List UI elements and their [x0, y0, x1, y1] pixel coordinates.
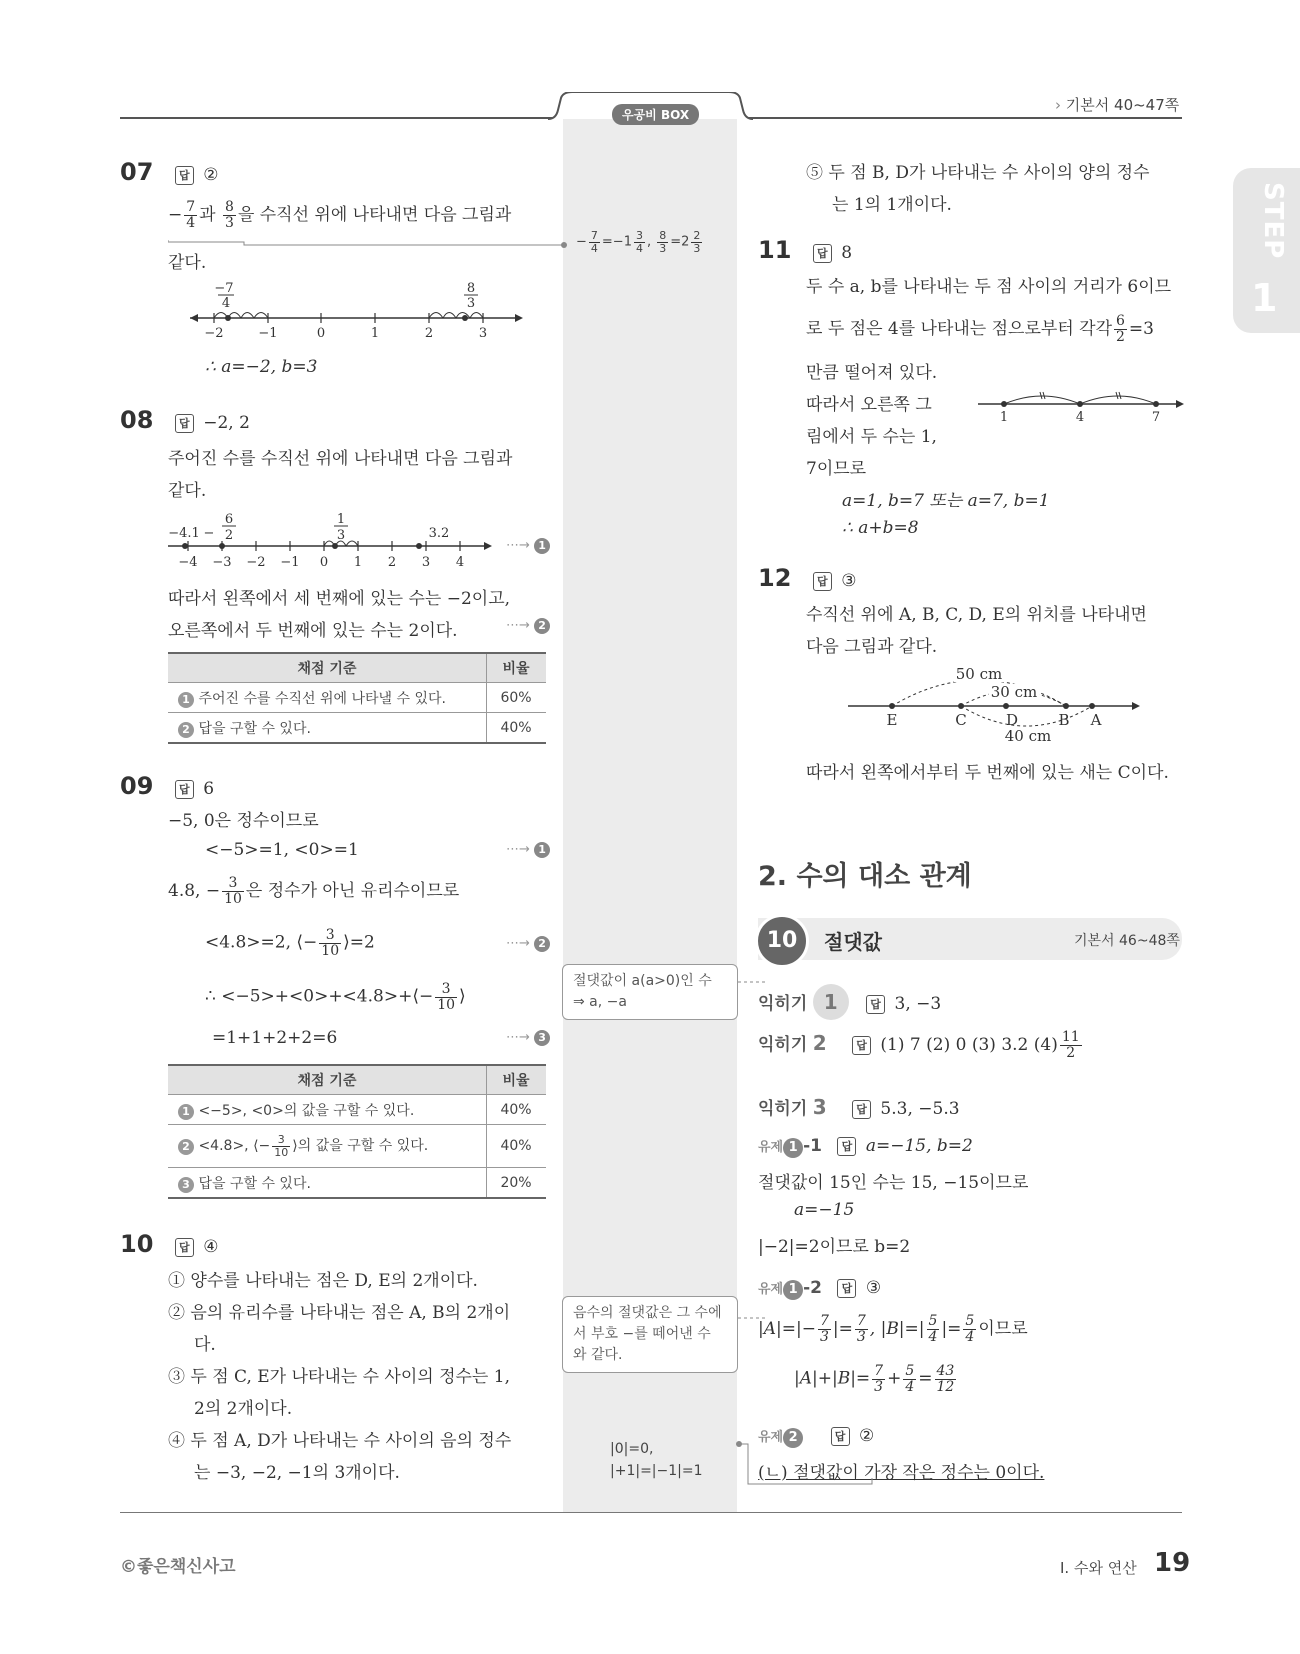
- q08-mark2: ⋯→ 2: [506, 618, 550, 634]
- y12-line2: |A|+|B|= $\frac{7}{3}$ + $\frac{5}{4}$ = $\frac{43}{12}$: [794, 1363, 955, 1395]
- q08-mark1: ⋯→ 1: [506, 538, 550, 554]
- q07-and: 과: [199, 205, 216, 225]
- q08-number: 08: [120, 406, 154, 434]
- svg-text:3: 3: [336, 528, 346, 543]
- q12-line3: 따라서 왼쪽에서부터 두 번째에 있는 새는 C이다.: [806, 763, 1169, 783]
- q07-answer: ②: [203, 165, 219, 185]
- header-ref-text: 기본서 40~47쪽: [1065, 96, 1180, 114]
- unit-ref: 기본서 46~48쪽: [1074, 933, 1180, 949]
- q11-header: [758, 236, 852, 264]
- box-label: 우공비 BOX: [612, 104, 699, 125]
- q11-line8: ∴ a+b=8: [842, 518, 919, 538]
- answer-icon: 답: [831, 1427, 850, 1446]
- q12-d50: 50 cm: [955, 665, 1003, 683]
- q12-line2: 다음 그림과 같다.: [806, 637, 938, 657]
- q12-pt: E: [886, 711, 898, 729]
- answer-icon: 답: [175, 780, 194, 799]
- q08-number-line: [166, 506, 496, 572]
- y11-line1: 절댓값이 15인 수는 15, −15이므로: [758, 1173, 1029, 1193]
- svg-text:4: 4: [455, 555, 465, 570]
- q09-mark3: ⋯→ 3: [506, 1030, 550, 1046]
- answer-icon: 답: [813, 572, 832, 591]
- side1-note: − $\frac{7}{4}$ =−1 $\frac{3}{4}$ , $\frac{8}{3}$ =2 $\frac{2}{3}$: [576, 229, 701, 255]
- q12-line1: 수직선 위에 A, B, C, D, E의 위치를 나타내면: [806, 605, 1147, 625]
- side4-leader: [736, 1440, 876, 1490]
- q07-leader: [168, 236, 568, 252]
- q11-line6: 7이므로: [806, 459, 867, 479]
- y12-header: 유제 1 -2 답 ③: [758, 1278, 882, 1298]
- q10-item5-a: ⑤ 두 점 B, D가 나타내는 수 사이의 양의 정수: [806, 163, 1150, 183]
- q08-line3: 따라서 왼쪽에서 세 번째에 있는 수는 −2이고,: [168, 589, 511, 609]
- q09-line2: <−5>=1, <0>=1: [205, 840, 359, 860]
- side-note-leader: [738, 1314, 768, 1324]
- answer-icon: 답: [866, 995, 885, 1014]
- q09-mark2: ⋯→ 2: [506, 936, 550, 952]
- q07-tick: 1: [370, 326, 380, 341]
- q09-line4: <4.8>=2, ⟨− $\frac{3}{10}$ ⟩=2: [205, 927, 375, 959]
- q12-pt: D: [1005, 711, 1019, 729]
- svg-text:1: 1: [336, 512, 346, 527]
- q08-line1: 주어진 수를 수직선 위에 나타내면 다음 그림과: [168, 449, 513, 469]
- y11-header: 유제 1 -1 답 a=−15, b=2: [758, 1136, 973, 1156]
- q11-line2: 로 두 점은 4를 나타내는 점으로부터 각각 $\frac{6}{2}$ =3: [806, 313, 1154, 345]
- q07-tick: −2: [204, 326, 224, 341]
- side2-line1: 절댓값이 a(a>0)인 수: [573, 973, 712, 989]
- q10-item: ③ 두 점 C, E가 나타내는 수 사이의 정수는 1,: [168, 1367, 510, 1387]
- q07-number: 07: [120, 158, 154, 186]
- unit-title: 절댓값: [824, 930, 882, 954]
- q09-number: 09: [120, 772, 154, 800]
- q12-header: [758, 564, 856, 592]
- svg-text:−: −: [203, 526, 215, 541]
- section-title: 2. 수의 대소 관계: [758, 861, 972, 892]
- q12-d40: 40 cm: [1004, 727, 1052, 742]
- svg-text:−4: −4: [178, 555, 198, 570]
- footer-publisher: ©좋은책신사고: [120, 1557, 236, 1577]
- answer-icon: 답: [813, 244, 832, 263]
- svg-text:3: 3: [421, 555, 431, 570]
- q11-number-line: [976, 384, 1186, 424]
- side-note-abs: [562, 964, 738, 1020]
- q07-header: [120, 158, 218, 186]
- q11-tick: 7: [1151, 410, 1161, 424]
- side-note-zero: |0|=0, |+1|=|−1|=1: [610, 1441, 703, 1480]
- table-row: 3 답을 구할 수 있다. 20%: [168, 1168, 546, 1199]
- q10-header: [120, 1230, 218, 1258]
- q11-line4: 따라서 오른쪽 그: [806, 395, 932, 415]
- q11-number: 11: [758, 236, 792, 264]
- q07-conclusion: ∴ a=−2, b=3: [205, 357, 318, 377]
- q10-item: 는 −3, −2, −1의 3개이다.: [194, 1463, 400, 1483]
- answer-icon: 답: [175, 166, 194, 185]
- q12-number: 12: [758, 564, 792, 592]
- q08-line2: 같다.: [168, 481, 207, 501]
- svg-text:8: 8: [466, 281, 476, 296]
- y2-header: 유제 2 답 ②: [758, 1426, 875, 1446]
- q07-text1: 을 수직선 위에 나타내면 다음 그림과: [237, 205, 512, 225]
- q12-pt: C: [955, 711, 967, 729]
- q09-score-table: 채점 기준 비율 1 <−5>, <0>의 값을 구할 수 있다. 40% 2 <4.8>, ⟨− $\frac{3}{10}$ ⟩의 값을 구할 수 있다. 40% 3 답을 구할 수 있다. 20%: [168, 1064, 546, 1199]
- q09-line5: ∴ <−5>+<0>+<4.8>+⟨− $\frac{3}{10}$ ⟩: [205, 981, 466, 1013]
- table-row: 2 <4.8>, ⟨− $\frac{3}{10}$ ⟩의 값을 구할 수 있다. 40%: [168, 1125, 546, 1168]
- svg-text:2: 2: [224, 528, 234, 543]
- svg-text:−2: −2: [246, 555, 266, 570]
- svg-text:−3: −3: [212, 555, 232, 570]
- q11-line1: 두 수 a, b를 나타내는 두 점 사이의 거리가 6이므: [806, 277, 1172, 297]
- q09-line3: 4.8, − $\frac{3}{10}$ 은 정수가 아닌 유리수이므로: [168, 875, 460, 907]
- q08-lbl-d: 3.2: [428, 526, 450, 541]
- q09-header: [120, 772, 214, 800]
- header-ref: [1055, 94, 1179, 115]
- q11-answer: 8: [841, 243, 853, 263]
- svg-text:4: 4: [221, 296, 231, 311]
- q08-header: [120, 406, 250, 434]
- y11-line3: |−2|=2이므로 b=2: [758, 1237, 911, 1257]
- q07-tick: 3: [478, 326, 488, 341]
- q09-answer: 6: [203, 779, 215, 799]
- q11-tick: 1: [999, 410, 1009, 424]
- unit-num: 10: [755, 914, 809, 968]
- q09-mark1: ⋯→ 1: [506, 842, 550, 858]
- answer-icon: 답: [852, 1100, 871, 1119]
- svg-text:0: 0: [319, 555, 329, 570]
- ex1: 익히기 1 답 3, −3: [758, 984, 941, 1020]
- answer-icon: 답: [175, 1238, 194, 1257]
- svg-text:2: 2: [387, 555, 397, 570]
- answer-icon: 답: [837, 1279, 856, 1298]
- step-tab: [1233, 168, 1300, 333]
- svg-text:−1: −1: [280, 555, 300, 570]
- q08-line4: 오른쪽에서 두 번째에 있는 수는 2이다.: [168, 621, 458, 641]
- q07-number-line: [190, 280, 530, 342]
- step-num: 1: [1251, 276, 1278, 320]
- y11-line2: a=−15: [794, 1200, 855, 1220]
- ex2: 익히기 2 답 (1) 7 (2) 0 (3) 3.2 (4) $\frac{11}{2}$: [758, 1029, 1080, 1061]
- q08-answer: −2, 2: [203, 413, 250, 433]
- q11-line7: a=1, b=7 또는 a=7, b=1: [842, 491, 1050, 511]
- svg-text:1: 1: [353, 555, 363, 570]
- ex3: 익히기 3 답 5.3, −5.3: [758, 1095, 960, 1119]
- q07-frac1: $\frac{7}{4}$: [186, 199, 196, 231]
- q10-item: ④ 두 점 A, D가 나타내는 수 사이의 음의 정수: [168, 1431, 512, 1451]
- side2-line2: ⇒ a, −a: [573, 994, 627, 1010]
- side-note-leader: [738, 978, 768, 988]
- q12-pt: A: [1090, 711, 1102, 729]
- q08-score-table: [168, 652, 546, 744]
- q11-line5: 림에서 두 수는 1,: [806, 427, 937, 447]
- q11-line3: 만큼 떨어져 있다.: [806, 363, 938, 383]
- q12-answer: ③: [841, 571, 857, 591]
- q12-figure: [844, 662, 1144, 742]
- table-head-ratio: 비율: [487, 653, 547, 683]
- q12-pt: B: [1058, 711, 1070, 729]
- svg-text:3: 3: [466, 296, 476, 311]
- side-note-negative: 음수의 절댓값은 그 수에 서 부호 −를 떼어낸 수 와 같다.: [562, 1296, 738, 1373]
- footer-rule: [120, 1512, 1182, 1513]
- chevron-right-icon: ›: [1055, 96, 1061, 114]
- q09-line1: −5, 0은 정수이므로: [168, 811, 319, 831]
- q07-frac2: $\frac{8}{3}$: [225, 199, 234, 231]
- q10-answer: ④: [203, 1237, 219, 1257]
- q12-d30: 30 cm: [990, 683, 1038, 701]
- q07-tick: 0: [316, 326, 326, 341]
- q07-line1: [168, 200, 511, 231]
- table-row: 1 <−5>, <0>의 값을 구할 수 있다. 40%: [168, 1095, 546, 1125]
- q07-tick: 2: [424, 326, 434, 341]
- answer-icon: 답: [837, 1137, 856, 1156]
- q10-number: 10: [120, 1230, 154, 1258]
- page-number: 19: [1154, 1548, 1191, 1578]
- q10-item: ② 음의 유리수를 나타내는 점은 A, B의 2개이: [168, 1303, 511, 1323]
- table-row: 1 주어진 수를 수직선 위에 나타낼 수 있다. 60%: [168, 683, 546, 713]
- q10-item: 2의 2개이다.: [194, 1399, 293, 1419]
- q07-line2: 같다.: [168, 253, 207, 273]
- q07-tick: −1: [258, 326, 278, 341]
- q09-line6: =1+1+2+2=6: [212, 1028, 338, 1048]
- y12-line1: |A|=|− $\frac{7}{3}$ |= $\frac{7}{3}$ , |B|=| $\frac{5}{4}$ |= $\frac{5}{4}$ 이므로: [758, 1313, 1028, 1345]
- svg-text:6: 6: [224, 512, 234, 527]
- footer-chapter: Ⅰ. 수와 연산: [1060, 1559, 1137, 1577]
- svg-text:−7: −7: [214, 281, 234, 296]
- answer-icon: 답: [175, 414, 194, 433]
- q11-tick: 4: [1075, 410, 1085, 424]
- q10-item: ① 양수를 나타내는 점은 D, E의 2개이다.: [168, 1271, 478, 1291]
- table-row: 2 답을 구할 수 있다. 40%: [168, 713, 546, 744]
- q08-lbl-a: −4.1: [168, 526, 200, 541]
- table-head-criteria: 채점 기준: [168, 653, 487, 683]
- y2-line1: (ㄴ) 절댓값이 가장 작은 정수는 0이다.: [758, 1463, 1045, 1483]
- q07-minus: −: [168, 205, 183, 225]
- q10-item5-b: 는 1의 1개이다.: [832, 195, 952, 215]
- q10-item: 다.: [194, 1335, 216, 1355]
- answer-icon: 답: [852, 1036, 871, 1055]
- step-label: STEP: [1258, 182, 1288, 260]
